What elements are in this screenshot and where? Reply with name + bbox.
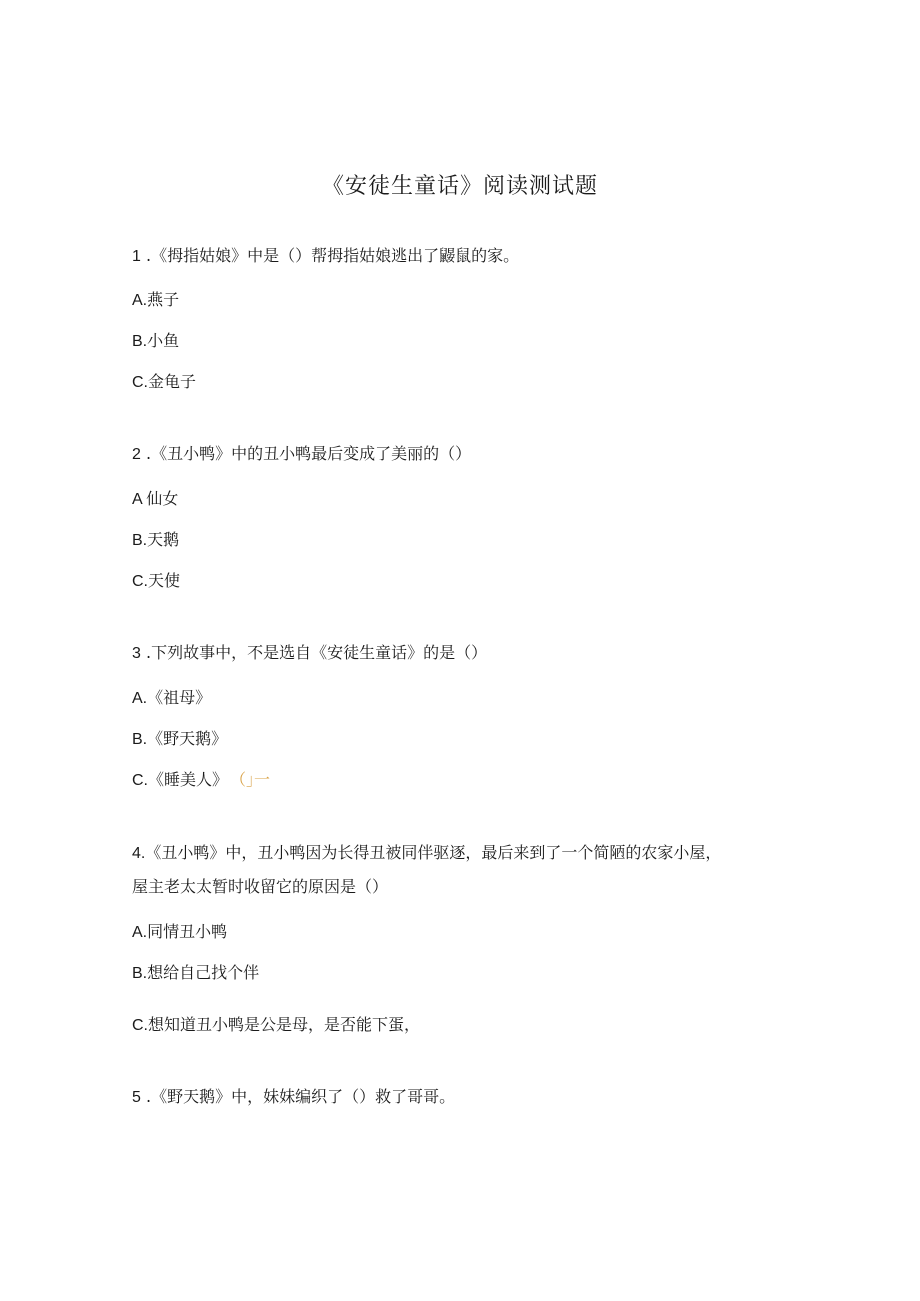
- question-4: [132, 841, 721, 866]
- option-letter: A.: [132, 690, 148, 707]
- option-4a: [132, 920, 227, 945]
- question-text-line2: 屋主老太太暂时收留它的原因是（）: [132, 877, 389, 896]
- option-1a: [132, 288, 179, 313]
- option-2a: [132, 487, 178, 512]
- option-text: 燕子: [147, 290, 180, 309]
- question-number: 4.: [132, 845, 146, 862]
- option-2b: [132, 528, 179, 553]
- handwritten-annotation: （｣一: [238, 770, 271, 789]
- option-letter: A: [132, 491, 147, 508]
- question-1: [132, 244, 519, 269]
- question-number: 1: [132, 248, 141, 265]
- question-number: 3: [132, 645, 141, 662]
- question-text: .《丑小鸭》中的丑小鸭最后变成了美丽的（）: [140, 444, 472, 463]
- option-letter: B.: [132, 532, 148, 549]
- option-text: 《祖母》: [147, 688, 212, 707]
- option-letter: C.: [132, 573, 148, 590]
- question-text: .《拇指姑娘》中是（）帮拇指姑娘逃出了鼹鼠的家。: [140, 246, 520, 265]
- option-2c: [132, 569, 180, 594]
- option-3c: [132, 768, 270, 793]
- option-text: 仙女: [146, 489, 179, 508]
- option-text: 金龟子: [148, 372, 197, 391]
- option-letter: C.: [132, 1017, 148, 1034]
- question-4-continued: [132, 875, 388, 899]
- question-5: [132, 1085, 455, 1110]
- option-text: 想知道丑小鸭是公是母，是否能下蛋，: [148, 1015, 421, 1034]
- option-4b: [132, 961, 259, 986]
- option-letter: C.: [132, 772, 148, 789]
- option-letter: A.: [132, 292, 148, 309]
- question-number: 2: [132, 446, 141, 463]
- question-2: [132, 442, 471, 467]
- option-text: 小鱼: [147, 331, 180, 350]
- option-text: 《野天鹅》: [147, 729, 228, 748]
- option-text: 天鹅: [147, 530, 180, 549]
- option-text: 同情丑小鸭: [147, 922, 228, 941]
- option-3a: [132, 686, 211, 711]
- question-3: [132, 641, 487, 666]
- question-text: .《野天鹅》中，妹妹编织了（）救了哥哥。: [140, 1087, 456, 1106]
- option-text: 想给自己找个伴: [147, 963, 260, 982]
- option-text: 天使: [148, 571, 181, 590]
- page-title: 《安徒生童话》阅读测试题: [321, 174, 598, 199]
- option-4c: [132, 1013, 420, 1038]
- question-text: .下列故事中，不是选自《安徒生童话》的是（）: [140, 643, 488, 662]
- option-letter: B.: [132, 731, 148, 748]
- option-letter: C.: [132, 374, 148, 391]
- option-3b: [132, 727, 227, 752]
- option-1b: [132, 329, 179, 354]
- question-number: 5: [132, 1089, 141, 1106]
- option-text: 《睡美人》: [148, 770, 229, 789]
- option-1c: [132, 370, 196, 395]
- option-letter: B.: [132, 965, 148, 982]
- option-letter: A.: [132, 924, 148, 941]
- question-text: 《丑小鸭》中，丑小鸭因为长得丑被同伴驱逐，最后来到了一个简陋的农家小屋，: [145, 843, 722, 862]
- option-letter: B.: [132, 333, 148, 350]
